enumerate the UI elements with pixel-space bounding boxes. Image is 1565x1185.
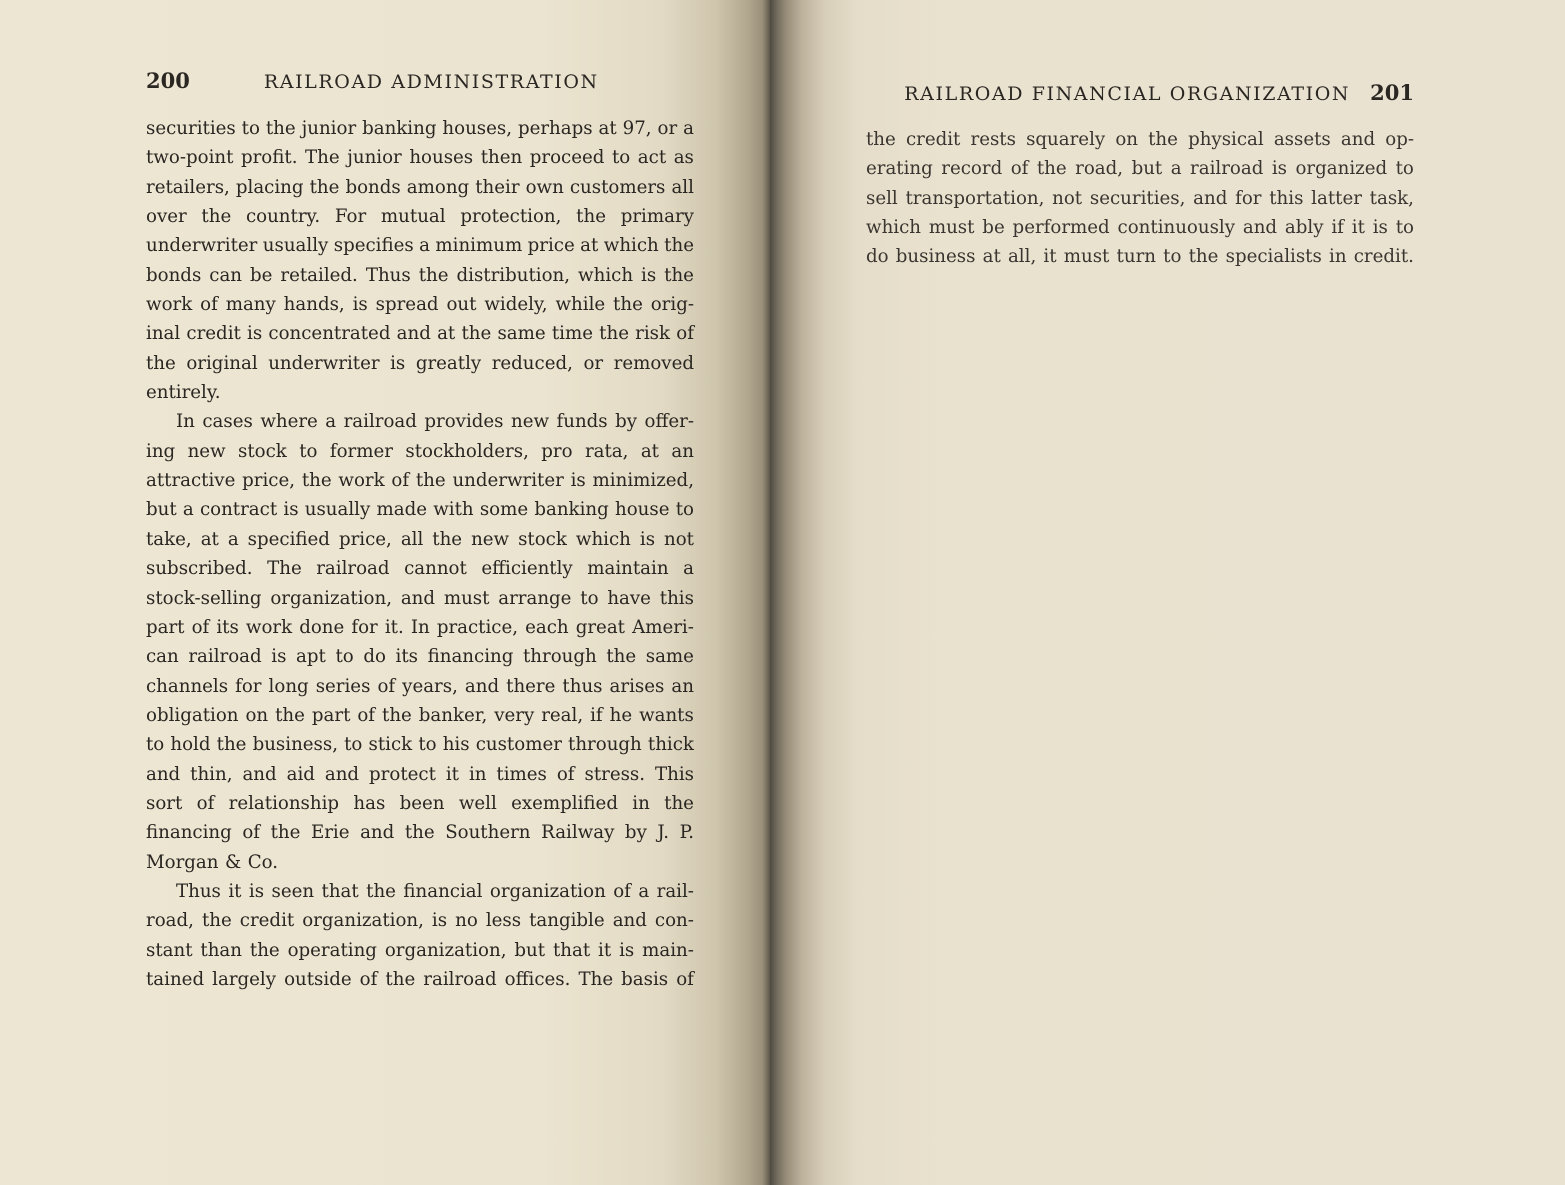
text-line: take, at a specified price, all the new stock which is not [146, 528, 694, 550]
text-line: subscribed. The railroad cannot efficiently maintain a [146, 558, 694, 580]
text-line: the original underwriter is greatly reduced, or removed [146, 352, 694, 374]
text-line: financing of the Erie and the Southern Railway by J. P. [146, 822, 694, 844]
text-line: In cases where a railroad provides new funds by offer- [176, 411, 694, 433]
text-line: to hold the business, to stick to his customer through thick [146, 734, 694, 756]
text-line: and thin, and aid and protect it in times of stress. This [146, 763, 694, 785]
text-line: sort of relationship has been well exemplified in the [146, 792, 694, 814]
text-line: can railroad is apt to do its financing through the same [146, 646, 694, 668]
text-line: work of many hands, is spread out widely, while the orig- [146, 294, 694, 316]
text-line: stant than the operating organization, but that it is main- [146, 939, 694, 961]
text-line: entirely. [146, 382, 221, 404]
text-line: Morgan & Co. [146, 851, 279, 873]
text-line: road, the credit organization, is no less tangible and con- [146, 910, 694, 932]
text-line: ing new stock to former stockholders, pro rata, at an [146, 440, 694, 462]
text-line: bonds can be retailed. Thus the distribution, which is the [146, 264, 694, 286]
text-line: obligation on the part of the banker, very real, if he wants [146, 704, 694, 726]
right-page-number: 201 [1370, 80, 1414, 105]
left-page [0, 0, 770, 1185]
text-line: over the country. For mutual protection, the primary [146, 206, 694, 228]
text-line: do business at all, it must turn to the specialists in credit. [866, 246, 1414, 268]
text-line: channels for long series of years, and there thus arises an [146, 675, 694, 697]
text-line: inal credit is concentrated and at the same time the risk of [146, 323, 694, 345]
text-line: two-point profit. The junior houses then proceed to act as [146, 147, 694, 169]
text-line: retailers, placing the bonds among their own customers all [146, 176, 694, 198]
right-running-title: RAILROAD FINANCIAL ORGANIZATION [904, 83, 1351, 105]
left-page-body-text [146, 114, 694, 994]
text-line: attractive price, the work of the underwriter is minimized, [146, 470, 694, 492]
text-line: the credit rests squarely on the physical assets and op- [866, 129, 1414, 150]
text-line: Thus it is seen that the financial organization of a rail- [176, 880, 694, 902]
text-line: underwriter usually specifies a minimum price at which the [146, 235, 694, 257]
text-line: part of its work done for it. In practice, each great Ameri- [146, 616, 694, 638]
left-running-title: RAILROAD ADMINISTRATION [263, 71, 599, 93]
text-line: securities to the junior banking houses, perhaps at 97, or a [146, 118, 694, 139]
text-line: which must be performed continuously and ably if it is to [866, 217, 1414, 239]
left-page-number: 200 [146, 68, 190, 93]
text-line: sell transportation, not securities, and for this latter task, [866, 187, 1414, 209]
text-line: stock-selling organization, and must arrange to have this [146, 587, 694, 609]
right-running-head [904, 80, 1414, 105]
text-line: tained largely outside of the railroad offices. The basis of [146, 968, 694, 990]
text-line: but a contract is usually made with some banking house to [146, 499, 694, 521]
right-page-body-text [866, 125, 1414, 272]
left-running-head [146, 68, 694, 93]
text-line: erating record of the road, but a railroad is organized to [866, 158, 1414, 180]
